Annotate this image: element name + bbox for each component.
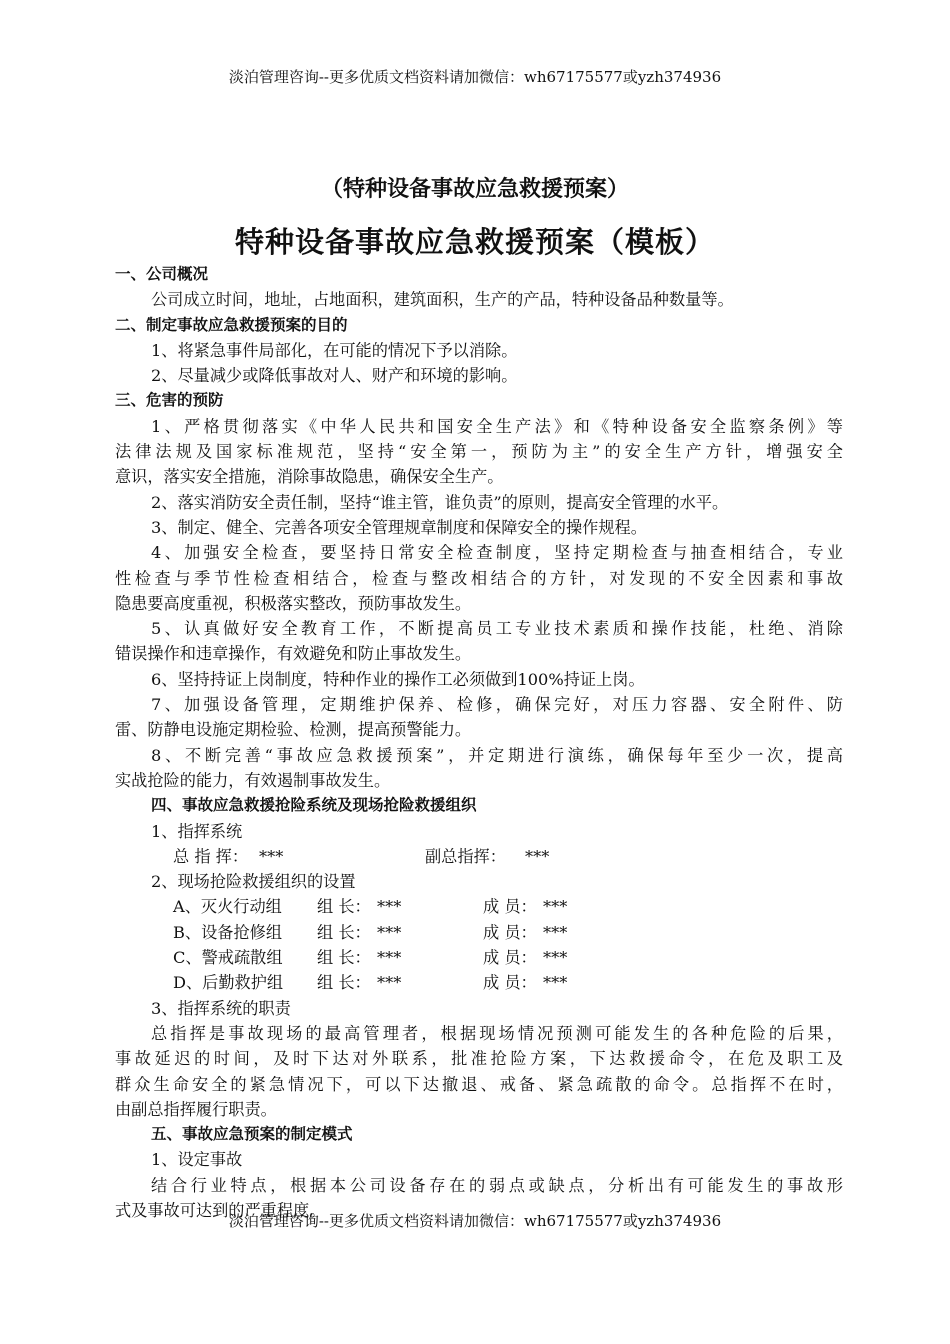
duty-line-4: 由副总指挥履行职责。: [115, 1099, 277, 1119]
group-member-value: ***: [543, 973, 568, 993]
group-member-label: 成 员：: [483, 948, 537, 968]
section-3-heading: 三、危害的预防: [115, 391, 224, 410]
section-3-item-8-line-1: 8、不断完善“事故应急救援预案”，并定期进行演练，确保每年至少一次，提高: [151, 745, 843, 765]
section-4-sub-1: 1、指挥系统: [151, 821, 243, 841]
section-1-paragraph: 公司成立时间，地址，占地面积，建筑面积，生产的产品，特种设备品种数量等。: [151, 290, 734, 310]
section-5-heading: 五、事故应急预案的制定模式: [151, 1125, 353, 1144]
group-member-value: ***: [543, 948, 568, 968]
section-5-paragraph-line-1: 结合行业特点，根据本公司设备存在的弱点或缺点，分析出有可能发生的事故形: [151, 1175, 843, 1195]
group-leader-value: ***: [377, 922, 402, 942]
group-member-value: ***: [543, 897, 568, 917]
group-member-label: 成 员：: [483, 897, 537, 917]
section-3-item-6: 6、坚持持证上岗制度，特种作业的操作工必须做到100%持证上岗。: [151, 669, 645, 689]
group-name: B、设备抢修组: [173, 922, 283, 942]
group-member-value: ***: [543, 922, 568, 942]
section-3-item-3: 3、制定、健全、完善各项安全管理规章制度和保障安全的操作规程。: [151, 517, 647, 537]
group-leader-value: ***: [377, 973, 402, 993]
group-leader-value: ***: [377, 897, 402, 917]
command-row: [115, 844, 843, 869]
group-row: [115, 945, 843, 970]
group-member-label: 成 员：: [483, 973, 537, 993]
section-3-item-7-line-1: 7、加强设备管理，定期维护保养、检修，确保完好，对压力容器、安全附件、防: [151, 695, 843, 715]
section-3-item-5-line-1: 5、认真做好安全教育工作，不断提高员工专业技术素质和操作技能，杜绝、消除: [151, 619, 843, 639]
header-note: 淡泊管理咨询--更多优质文档资料请加微信：wh67175577或yzh374936: [228, 68, 722, 86]
group-leader-label: 组 长：: [317, 948, 371, 968]
group-name: C、警戒疏散组: [173, 948, 283, 968]
deputy-label: 副总指挥：: [425, 846, 506, 866]
section-3-item-1-line-1: 1、严格贯彻落实《中华人民共和国安全生产法》和《特种设备安全监察条例》等: [151, 416, 843, 436]
section-5-sub-1: 1、设定事故: [151, 1150, 243, 1170]
section-3-item-4-line-3: 隐患要高度重视，积极落实整改，预防事故发生。: [115, 593, 472, 613]
group-leader-value: ***: [377, 948, 402, 968]
chief-label: 总 指 挥：: [173, 846, 249, 866]
section-2-item-2: 2、尽量减少或降低事故对人、财产和环境的影响。: [151, 366, 518, 386]
group-name: D、后勤救护组: [173, 973, 284, 993]
group-leader-label: 组 长：: [317, 897, 371, 917]
section-4-heading: 四、事故应急救援抢险系统及现场抢险救援组织: [151, 796, 477, 815]
group-leader-label: 组 长：: [317, 922, 371, 942]
group-member-label: 成 员：: [483, 922, 537, 942]
document-body: [115, 262, 843, 1223]
section-1-heading: 一、公司概况: [115, 265, 209, 283]
section-4-sub-2: 2、现场抢险救援组织的设置: [151, 872, 356, 892]
chief-value: ***: [259, 846, 284, 866]
footer-note: 淡泊管理咨询--更多优质文档资料请加微信：wh67175577或yzh374936: [228, 1212, 722, 1230]
group-row: [115, 920, 843, 945]
section-2-item-1: 1、将紧急事件局部化，在可能的情况下予以消除。: [151, 340, 518, 360]
section-3-item-1-line-3: 意识，落实安全措施，消除事故隐患，确保安全生产。: [115, 467, 504, 487]
section-3-item-2: 2、落实消防安全责任制，坚持“谁主管，谁负责”的原则，提高安全管理的水平。: [151, 492, 729, 512]
duty-line-1: 总指挥是事故现场的最高管理者，根据现场情况预测可能发生的各种危险的后果，: [151, 1023, 843, 1043]
section-2-heading: 二、制定事故应急救援预案的目的: [115, 315, 348, 334]
section-4-sub-3: 3、指挥系统的职责: [151, 998, 291, 1018]
document-subtitle: （特种设备事故应急救援预案）: [320, 177, 629, 202]
section-3-item-5-line-2: 错误操作和违章操作，有效避免和防止事故发生。: [115, 644, 472, 664]
group-row: [115, 970, 843, 995]
duty-line-3: 群众生命安全的紧急情况下，可以下达撤退、戒备、紧急疏散的命令。总指挥不在时，: [115, 1074, 843, 1094]
group-row: [115, 894, 843, 919]
section-3-item-1-line-2: 法律法规及国家标准规范，坚持“安全第一，预防为主”的安全生产方针，增强安全: [115, 442, 843, 462]
group-name: A、灭火行动组: [173, 897, 282, 917]
section-5-paragraph-line-2: 式及事故可达到的严重程度。: [115, 1200, 326, 1220]
deputy-value: ***: [525, 846, 550, 866]
section-3-item-4-line-2: 性检查与季节性检查相结合，检查与整改相结合的方针，对发现的不安全因素和事故: [115, 568, 843, 588]
group-leader-label: 组 长：: [317, 973, 371, 993]
section-3-item-4-line-1: 4、加强安全检查，要坚持日常安全检查制度，坚持定期检查与抽查相结合，专业: [151, 543, 843, 563]
section-3-item-8-line-2: 实战抢险的能力，有效遏制事故发生。: [115, 770, 391, 790]
section-3-item-7-line-2: 雷、防静电设施定期检验、检测，提高预警能力。: [115, 720, 472, 740]
document-title: 特种设备事故应急救援预案（模板）: [234, 225, 715, 259]
duty-line-2: 事故延迟的时间，及时下达对外联系，批准抢险方案，下达救援命令，在危及职工及: [115, 1049, 843, 1069]
